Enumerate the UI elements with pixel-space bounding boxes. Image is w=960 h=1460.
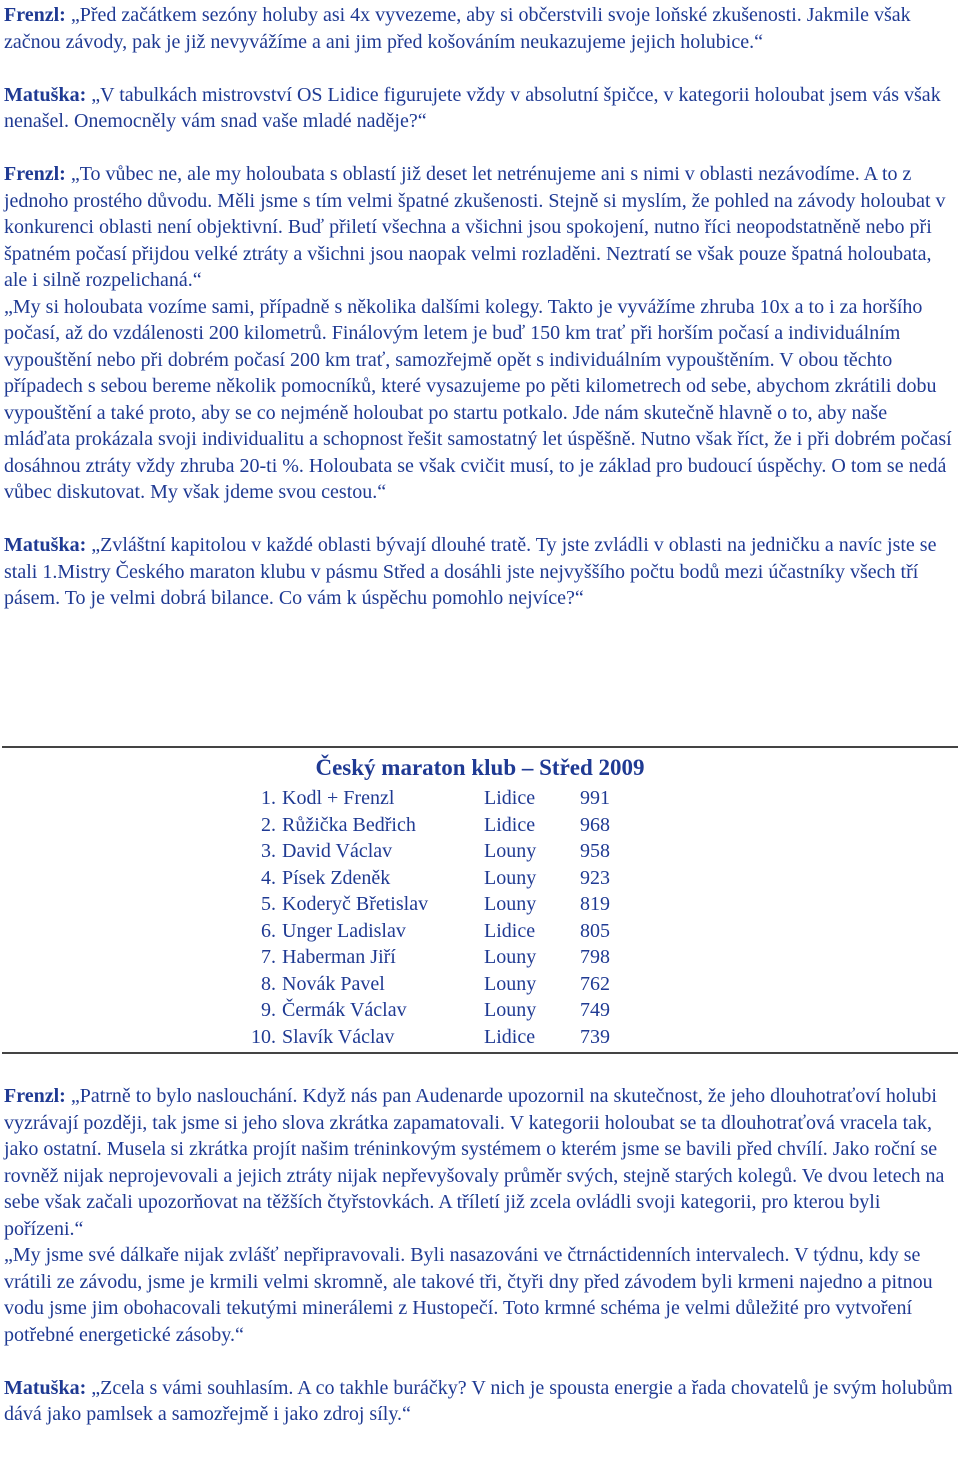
cell-club: Louny [484, 893, 537, 915]
cell-rank: 5. [261, 893, 276, 915]
name-text: Slavík Václav [282, 1025, 395, 1048]
cell-points: 968 [580, 813, 610, 836]
name-text: Koderyč Břetislav [282, 893, 429, 915]
speaker-label: Matuška: [4, 534, 87, 556]
cell-club: Lidice [484, 919, 536, 942]
paragraph-matuska-3 [4, 1375, 956, 1428]
table-row [0, 971, 960, 998]
paragraph-text: „Před začátkem sezóny holuby asi 4x vyvezeme, aby si občerstvili svoje loňské zkušenosti. Jakmile však začnou závody, pak je již nevyvážíme a ani jim před košováním neukazujeme jejich holubice.“ [4, 4, 911, 53]
cell-rank: 7. [261, 946, 276, 968]
cell-rank: 6. [261, 919, 276, 942]
name-text: Haberman Jiří [282, 946, 396, 968]
table-row [0, 812, 960, 839]
article-bottom [4, 1083, 956, 1428]
cell-points: 762 [580, 972, 610, 995]
cell-name [242, 838, 480, 865]
speaker-label: Frenzl: [4, 4, 66, 26]
cell-rank: 2. [261, 813, 276, 836]
name-text: Kodl + Frenzl [282, 787, 395, 809]
cell-points: 958 [580, 840, 610, 862]
cell-points: 798 [580, 946, 610, 968]
cell-rank: 1. [261, 787, 276, 809]
cell-club: Louny [484, 972, 537, 995]
name-text: Unger Ladislav [282, 919, 406, 942]
cell-name [242, 971, 480, 998]
cell-club: Louny [484, 866, 537, 889]
paragraph-text: „To vůbec ne, ale my holoubata s oblastí již deset let netrénujeme ani s nimi v oblasti nezávodíme. A to z jednoho prostého důvodu. Měli jsme s tím velmi špatné zkušenosti. Stejně si myslím, že pohled na závody holoubat v konkurenci oblasti není objektivní. Buď přiletí všechna a všichni jsou spokojení, nutno říci neopodstatněně nebo při špatném počasí přijdou velké ztráty a všichni jsou naopak velmi rozladěni. Neztratí se však pouze špatná holoubata, ale i silně rozpelichaná.“ [4, 163, 946, 291]
cell-club: Lidice [484, 1025, 536, 1048]
cell-points: 923 [580, 866, 610, 889]
table-top-rule [2, 746, 958, 748]
cell-points: 805 [580, 919, 610, 942]
paragraph-matuska-2 [4, 532, 956, 612]
cell-name [242, 997, 480, 1024]
cell-points: 749 [580, 999, 610, 1021]
speaker-label: Matuška: [4, 1376, 87, 1399]
cell-rank: 8. [261, 972, 276, 995]
name-text: Písek Zdeněk [282, 866, 391, 889]
results-table [0, 785, 960, 1050]
speaker-label: Matuška: [4, 83, 87, 106]
cell-club: Louny [484, 999, 537, 1021]
paragraph-matuska-1 [4, 82, 956, 135]
table-row [0, 891, 960, 918]
table-row [0, 1024, 960, 1051]
speaker-label: Frenzl: [4, 1085, 66, 1107]
name-text: Růžička Bedřich [282, 813, 416, 836]
cell-name [242, 891, 480, 918]
paragraph-frenzl-1 [4, 2, 956, 55]
cell-rank: 10. [251, 1025, 276, 1048]
paragraph-text: „Zcela s vámi souhlasím. A co takhle buráčky? V nich je spousta energie a řada chovatelů je svým holubům dává jako pamlsek a samozřejmě i jako zdroj síly.“ [4, 1376, 953, 1425]
paragraph-frenzl-2b: „My si holoubata vozíme sami, případně s několika dalšími kolegy. Takto je vyvážíme zhruba 10x a to i za horšího počasí, až do vzdálenosti 200 kilometrů. Finálovým letem je buď 150 km trať při horším počasí a individuálním vypouštění nebo při dobrém počasí 200 km trať, samozřejmě opět s individuálním vypouštěním. V obou těchto případech s sebou bereme několik pomocníků, které vysazujeme po pěti kilometrech od sebe, abychom zkrátili dobu vypouštění a také proto, aby se co nejméně holoubat po startu potkalo. Jde nám skutečně hlavně o to, aby naše mláďata prokázala svoji individualitu a schopnost řešit samostatný let úspěšně. Nutno však říct, že i při dobrém počasí dosáhnou ztráty vždy zhruba 20-ti %. Holoubata se však cvičit musí, to je základ pro budoucí úspěchy. O tom se nedá vůbec diskutovat. My však jdeme svou cestou.“ [4, 295, 952, 503]
cell-points: 991 [580, 787, 610, 809]
table-row [0, 944, 960, 971]
name-text: David Václav [282, 840, 393, 862]
table-row [0, 785, 960, 812]
name-text: Čermák Václav [282, 999, 407, 1021]
table-row [0, 918, 960, 945]
cell-name [242, 918, 480, 945]
paragraph-text: „Patrně to bylo naslouchání. Když nás pan Audenarde upozornil na skutečnost, že jeho dlouhotraťoví holubi vyzrávají později, tak jsme si jeho slova zkrátka zapamatovali. V kategorii holoubat se ta dlouhotraťová vracela tak, jako ostatní. Musela si zkrátka projít našim tréninkovým systémem o kterém jsme se bavili před chvílí. Jako roční se rovněž nijak neprojevovali a jejich ztráty nijak nepřevyšovaly průměr svých, stejně starých kolegů. Ve dvou letech na sebe však začali upozorňovat na těžších čtyřstovkách. A tříletí již zcela ovládli svoji kategorii, pro kterou byli pořízeni.“ [4, 1085, 945, 1240]
table-row [0, 838, 960, 865]
cell-points: 739 [580, 1025, 610, 1048]
cell-club: Louny [484, 946, 537, 968]
cell-name [242, 944, 480, 971]
paragraph-text: „Zvláštní kapitolou v každé oblasti bývají dlouhé tratě. Ty jste zvládli v oblasti na jedničku a navíc jste se stali 1.Mistry Českého maraton klubu v pásmu Střed a dosáhli jste nejvyššího počtu bodů mezi účastníky všech tří pásem. To je velmi dobrá bilance. Co vám k úspěchu pomohlo nejvíce?“ [4, 534, 937, 609]
table-row [0, 997, 960, 1024]
cell-club: Lidice [484, 813, 536, 836]
paragraph-frenzl-3b: „My jsme své dálkaře nijak zvlášť nepřipravovali. Byli nasazováni ve čtrnáctidenních intervalech. V týdnu, kdy se vrátili ze závodu, jsme je krmili velmi skromně, ale takové tři, čtyři dny před závodem byli krmeni najedno a pitnou vodu jsme jim obohacovali tekutými minerálemi z Hustopečí. Toto krmné schéma je velmi důležité pro vytvoření potřebné energetické zásoby.“ [4, 1244, 933, 1346]
paragraph-text: „V tabulkách mistrovství OS Lidice figurujete vždy v absolutní špičce, v kategorii holoubat jsem vás však nenašel. Onemocněly vám snad vaše mladé naděje?“ [4, 83, 941, 132]
cell-name [242, 865, 480, 892]
cell-rank: 9. [261, 999, 276, 1021]
cell-club: Louny [484, 840, 537, 862]
table-bottom-rule [2, 1052, 958, 1054]
cell-rank: 3. [261, 840, 276, 862]
paragraph-frenzl-2 [4, 161, 956, 294]
cell-club: Lidice [484, 787, 536, 809]
table-row [0, 865, 960, 892]
article-top [4, 2, 956, 612]
cell-name [242, 785, 480, 812]
cell-name [242, 812, 480, 839]
name-text: Novák Pavel [282, 972, 385, 995]
cell-points: 819 [580, 893, 610, 915]
speaker-label: Frenzl: [4, 163, 66, 185]
paragraph-frenzl-3 [4, 1083, 956, 1242]
table-title: Český maraton klub – Střed 2009 [315, 755, 645, 780]
cell-rank: 4. [261, 866, 276, 889]
cell-name [242, 1024, 480, 1051]
